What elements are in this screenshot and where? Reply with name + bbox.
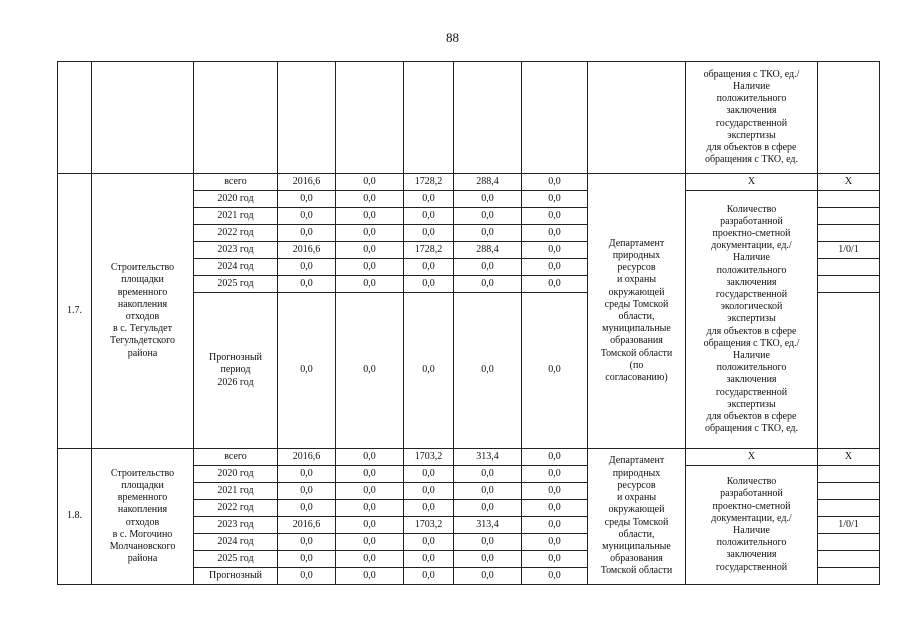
target-empty	[818, 534, 880, 551]
value-cell: 288,4	[454, 242, 522, 259]
value-cell: 0,0	[522, 242, 588, 259]
value-cell: 0,0	[336, 276, 404, 293]
value-cell: 0,0	[278, 466, 336, 483]
value-cell: 0,0	[454, 551, 522, 568]
value-cell: 0,0	[522, 225, 588, 242]
value-cell: 0,0	[336, 293, 404, 449]
indicator-cell: Количество разработанной проектно-сметной документации, ед./ Наличие положительного заключения государственной	[686, 466, 818, 585]
period-label: всего	[194, 449, 278, 466]
value-cell: 288,4	[454, 174, 522, 191]
item-number: 1.8.	[58, 449, 92, 585]
target-empty	[818, 191, 880, 208]
value-cell: 0,0	[336, 534, 404, 551]
executor-cell: Департамент природных ресурсов и охраны окружающей среды Томской области, муниципальные образования Томской области (по согласованию)	[588, 174, 686, 449]
value-cell: 0,0	[522, 551, 588, 568]
value-cell: 0,0	[454, 225, 522, 242]
value-cell: 0,0	[454, 534, 522, 551]
value-cell: 0,0	[336, 225, 404, 242]
page-number: 88	[446, 30, 459, 45]
table-row	[58, 449, 880, 466]
value-cell: 0,0	[522, 259, 588, 276]
value-cell: 1728,2	[404, 242, 454, 259]
value-cell: 0,0	[336, 242, 404, 259]
item-1-8	[58, 449, 880, 585]
value-cell: 0,0	[404, 483, 454, 500]
value-cell: 0,0	[278, 293, 336, 449]
item-1-7	[58, 174, 880, 449]
period-label: 2025 год	[194, 551, 278, 568]
target-empty	[818, 293, 880, 449]
period-label: 2023 год	[194, 242, 278, 259]
value-cell: 0,0	[278, 225, 336, 242]
value-cell: 0,0	[522, 517, 588, 534]
target-empty	[818, 225, 880, 242]
target-empty	[818, 276, 880, 293]
value-cell: 0,0	[404, 225, 454, 242]
value-cell: 0,0	[522, 534, 588, 551]
value-cell: 0,0	[404, 466, 454, 483]
value-cell: 0,0	[336, 259, 404, 276]
value-cell: 0,0	[454, 483, 522, 500]
value-cell: 0,0	[522, 466, 588, 483]
value-cell: 0,0	[454, 500, 522, 517]
value-cell: 0,0	[522, 191, 588, 208]
period-label: Прогнозный период 2026 год	[194, 293, 278, 449]
period-label: 2020 год	[194, 466, 278, 483]
period-label: 2023 год	[194, 517, 278, 534]
value-cell: 0,0	[336, 517, 404, 534]
value-cell: 0,0	[336, 500, 404, 517]
value-cell: 313,4	[454, 449, 522, 466]
period-label: 2020 год	[194, 191, 278, 208]
period-label: 2024 год	[194, 534, 278, 551]
x-mark: Х	[818, 449, 880, 466]
value-cell: 0,0	[404, 551, 454, 568]
x-mark: Х	[686, 174, 818, 191]
value-cell: 2016,6	[278, 174, 336, 191]
target-empty	[818, 208, 880, 225]
period-label: Прогнозный	[194, 568, 278, 585]
executor-cell: Департамент природных ресурсов и охраны окружающей среды Томской области, муниципальные образования Томской области	[588, 449, 686, 585]
value-cell: 0,0	[336, 568, 404, 585]
period-label: 2022 год	[194, 500, 278, 517]
value-cell: 0,0	[404, 208, 454, 225]
value-cell: 0,0	[336, 208, 404, 225]
target-empty	[818, 551, 880, 568]
period-label: 2025 год	[194, 276, 278, 293]
value-cell: 2016,6	[278, 242, 336, 259]
table-row	[58, 174, 880, 191]
value-cell: 0,0	[278, 534, 336, 551]
period-label: 2022 год	[194, 225, 278, 242]
target-value: 1/0/1	[818, 517, 880, 534]
value-cell: 0,0	[454, 276, 522, 293]
value-cell: 0,0	[278, 568, 336, 585]
target-empty	[818, 466, 880, 483]
item-number: 1.7.	[58, 174, 92, 449]
value-cell: 0,0	[522, 276, 588, 293]
value-cell: 0,0	[278, 551, 336, 568]
item-name: Строительство площадки временного накопления отходов в с. Тегульдет Тегульдетского района	[92, 174, 194, 449]
value-cell: 1703,2	[404, 449, 454, 466]
value-cell: 2016,6	[278, 517, 336, 534]
value-cell: 0,0	[404, 568, 454, 585]
target-empty	[818, 259, 880, 276]
continuation-row	[58, 62, 880, 174]
value-cell: 0,0	[336, 466, 404, 483]
period-label: 2021 год	[194, 208, 278, 225]
value-cell: 0,0	[454, 208, 522, 225]
value-cell: 0,0	[454, 568, 522, 585]
period-label: 2021 год	[194, 483, 278, 500]
value-cell: 2016,6	[278, 449, 336, 466]
indicator-continuation: обращения с ТКО, ед./ Наличие положительного заключения государственной экспертизы для объектов в сфере обращения с ТКО, ед.	[686, 62, 818, 174]
value-cell: 0,0	[404, 534, 454, 551]
value-cell: 0,0	[278, 191, 336, 208]
x-mark: Х	[818, 174, 880, 191]
value-cell: 0,0	[336, 174, 404, 191]
value-cell: 0,0	[404, 276, 454, 293]
value-cell: 0,0	[404, 500, 454, 517]
value-cell: 0,0	[522, 174, 588, 191]
target-value: 1/0/1	[818, 242, 880, 259]
indicator-cell: Количество разработанной проектно-сметной документации, ед./ Наличие положительного заключения государственной экологической экспертизы для объектов в сфере обращения с ТКО, ед./ Наличие положительного заключения государственной экспертизы для объектов в сфере обращения с ТКО, ед.	[686, 191, 818, 449]
value-cell: 0,0	[454, 466, 522, 483]
target-empty	[818, 483, 880, 500]
value-cell: 0,0	[336, 483, 404, 500]
item-name: Строительство площадки временного накопления отходов в с. Могочино Молчановского района	[92, 449, 194, 585]
value-cell: 1728,2	[404, 174, 454, 191]
target-empty	[818, 568, 880, 585]
value-cell: 0,0	[336, 449, 404, 466]
value-cell: 0,0	[278, 500, 336, 517]
value-cell: 0,0	[454, 191, 522, 208]
value-cell: 0,0	[522, 208, 588, 225]
value-cell: 0,0	[404, 259, 454, 276]
value-cell: 0,0	[278, 483, 336, 500]
value-cell: 0,0	[278, 208, 336, 225]
value-cell: 0,0	[522, 568, 588, 585]
value-cell: 0,0	[336, 551, 404, 568]
value-cell: 0,0	[522, 293, 588, 449]
period-label: всего	[194, 174, 278, 191]
target-empty	[818, 500, 880, 517]
value-cell: 0,0	[278, 259, 336, 276]
value-cell: 1703,2	[404, 517, 454, 534]
value-cell: 0,0	[404, 191, 454, 208]
value-cell: 0,0	[454, 293, 522, 449]
program-table	[57, 61, 880, 585]
value-cell: 0,0	[454, 259, 522, 276]
value-cell: 313,4	[454, 517, 522, 534]
value-cell: 0,0	[336, 191, 404, 208]
value-cell: 0,0	[522, 500, 588, 517]
value-cell: 0,0	[278, 276, 336, 293]
value-cell: 0,0	[522, 483, 588, 500]
value-cell: 0,0	[522, 449, 588, 466]
period-label: 2024 год	[194, 259, 278, 276]
x-mark: Х	[686, 449, 818, 466]
value-cell: 0,0	[404, 293, 454, 449]
